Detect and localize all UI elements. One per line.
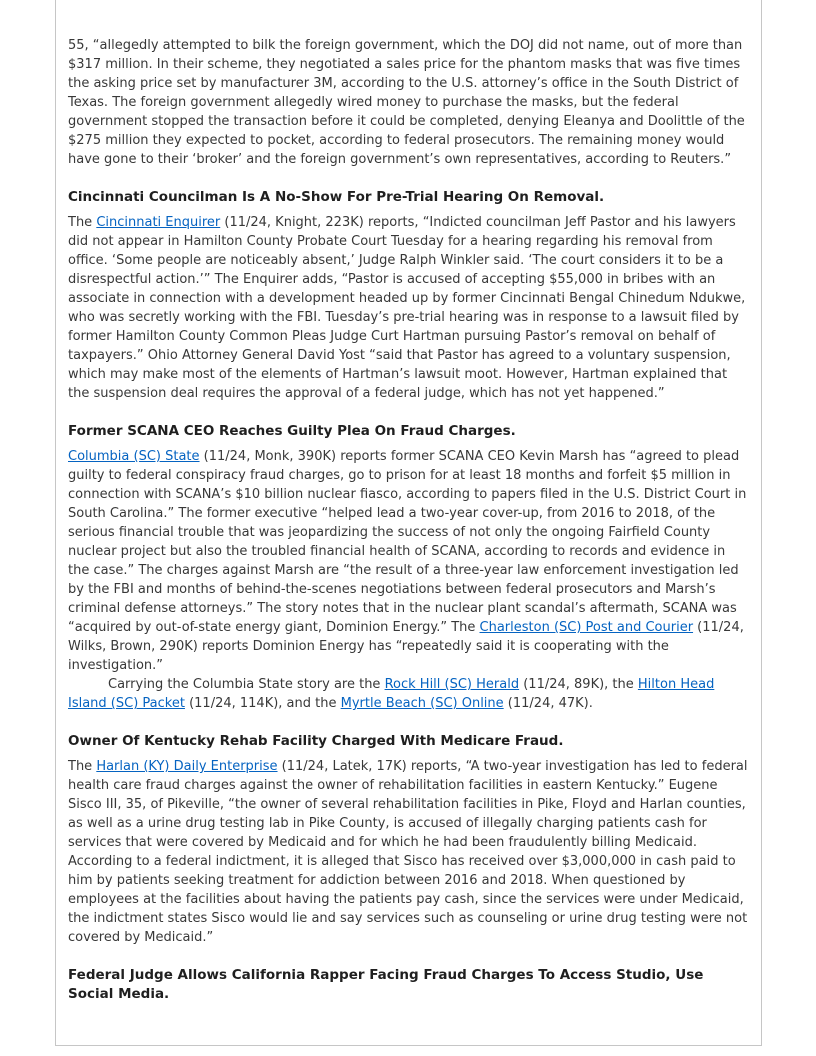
text-run: (11/24, Wilks, Brown, 290K) reports Dominion Energy has “repeatedly said it is cooperating with the investigation.” bbox=[68, 620, 744, 673]
text-run: (11/24, 114K), and the bbox=[184, 696, 341, 711]
paragraph bbox=[68, 447, 749, 675]
text-run: (11/24, Knight, 223K) reports, “Indicted councilman Jeff Pastor and his lawyers did not appear in Hamilton County Probate Court Tuesday for a hearing regarding his removal from office. ‘Some people are noticeably absent,’ Judge Ralph Winkler said. ‘The court considers it to be a disrespectful action.’” The Enquirer adds, “Pastor is accused of accepting $55,000 in bribes with an associate in connection with a development headed up by former Cincinnati Bengal Chinedum Ndukwe, who was secretly working with the FBI. Tuesday’s pre-trial hearing was in response to a lawsuit filed by former Hamilton County Common Pleas Judge Curt Hartman pursuing Pastor’s removal on behalf of taxpayers.” Ohio Attorney General David Yost “said that Pastor has agreed to a voluntary suspension, which may make most of the elements of Hartman’s lawsuit moot. However, Hartman explained that the suspension deal requires the approval of a federal judge, which has not yet happened.” bbox=[68, 215, 746, 401]
text-run: The bbox=[68, 215, 97, 230]
source-link[interactable]: Hilton Head Island (SC) Packet bbox=[68, 677, 715, 711]
section-heading: Federal Judge Allows California Rapper Facing Fraud Charges To Access Studio, Use Social Media. bbox=[68, 967, 704, 1002]
source-link[interactable]: Columbia (SC) State bbox=[68, 449, 200, 464]
source-link[interactable]: Harlan (KY) Daily Enterprise bbox=[96, 759, 278, 774]
section-heading: Former SCANA CEO Reaches Guilty Plea On Fraud Charges. bbox=[68, 423, 516, 439]
source-link[interactable]: Rock Hill (SC) Herald bbox=[384, 677, 520, 692]
document-frame bbox=[55, 0, 762, 1046]
text-run: 55, “allegedly attempted to bilk the foreign government, which the DOJ did not name, out of more than $317 million. In their scheme, they negotiated a sales price for the phantom masks that was five times the asking price set by manufacturer 3M, according to the U.S. attorney’s office in the South District of Texas. The foreign government allegedly wired money to purchase the masks, but the federal government stopped the transaction before it could be completed, denying Eleanya and Doolittle of the $275 million they expected to pocket, according to federal prosecutors. The remaining money would have gone to their ‘broker’ and the foreign government’s own representatives, according to Reuters.” bbox=[68, 38, 745, 167]
source-link[interactable]: Cincinnati Enquirer bbox=[96, 215, 221, 230]
paragraph bbox=[68, 757, 749, 947]
text-run: The bbox=[68, 759, 97, 774]
text-run: (11/24, 47K). bbox=[503, 696, 593, 711]
section-heading: Owner Of Kentucky Rehab Facility Charged With Medicare Fraud. bbox=[68, 733, 564, 749]
text-run: (11/24, Latek, 17K) reports, “A two-year investigation has led to federal health care fraud charges against the owner of rehabilitation facilities in eastern Kentucky.” Eugene Sisco III, 35, of Pikeville, “the owner of several rehabilitation facilities in Pike, Floyd and Harlan counties, as well as a urine drug testing lab in Pike County, is accused of illegally charging patients cash for services that were covered by Medicaid and for which he had been fraudulently billing Medicaid. According to a federal indictment, it is alleged that Sisco has received over $3,000,000 in cash paid to him by patients seeking treatment for addiction between 2016 and 2018. When questioned by employees at the facilities about having the patients pay cash, since the services were under Medicaid, the indictment states Sisco would lie and say services such as counseling or urine drug testing were not covered by Medicaid.” bbox=[68, 759, 748, 945]
paragraph bbox=[68, 213, 749, 403]
source-link[interactable]: Charleston (SC) Post and Courier bbox=[479, 620, 694, 635]
text-run: Carrying the Columbia State story are the bbox=[108, 677, 385, 692]
text-run: (11/24, Monk, 390K) reports former SCANA CEO Kevin Marsh has “agreed to plead guilty to federal conspiracy fraud charges, go to prison for at least 18 months and forfeit $5 million in connection with SCANA’s $10 billion nuclear fiasco, according to papers filed in the U.S. District Court in South Carolina.” The former executive “helped lead a two-year cover-up, from 2016 to 2018, of the serious financial trouble that was jeopardizing the success of not only the ongoing Fairfield County nuclear project but also the troubled financial health of SCANA, according to records and evidence in the case.” The charges against Marsh are “the result of a three-year law enforcement investigation led by the FBI and months of behind-the-scenes negotiations between federal prosecutors and Marsh’s criminal defense attorneys.” The story notes that in the nuclear plant scandal’s aftermath, SCANA was “acquired by out-of-state energy giant, Dominion Energy.” The bbox=[68, 449, 747, 635]
paragraph bbox=[68, 675, 749, 713]
document-content bbox=[68, 36, 749, 1004]
source-link[interactable]: Myrtle Beach (SC) Online bbox=[340, 696, 504, 711]
text-run: (11/24, 89K), the bbox=[519, 677, 638, 692]
section-heading: Cincinnati Councilman Is A No-Show For Pre-Trial Hearing On Removal. bbox=[68, 189, 605, 205]
paragraph bbox=[68, 36, 749, 169]
